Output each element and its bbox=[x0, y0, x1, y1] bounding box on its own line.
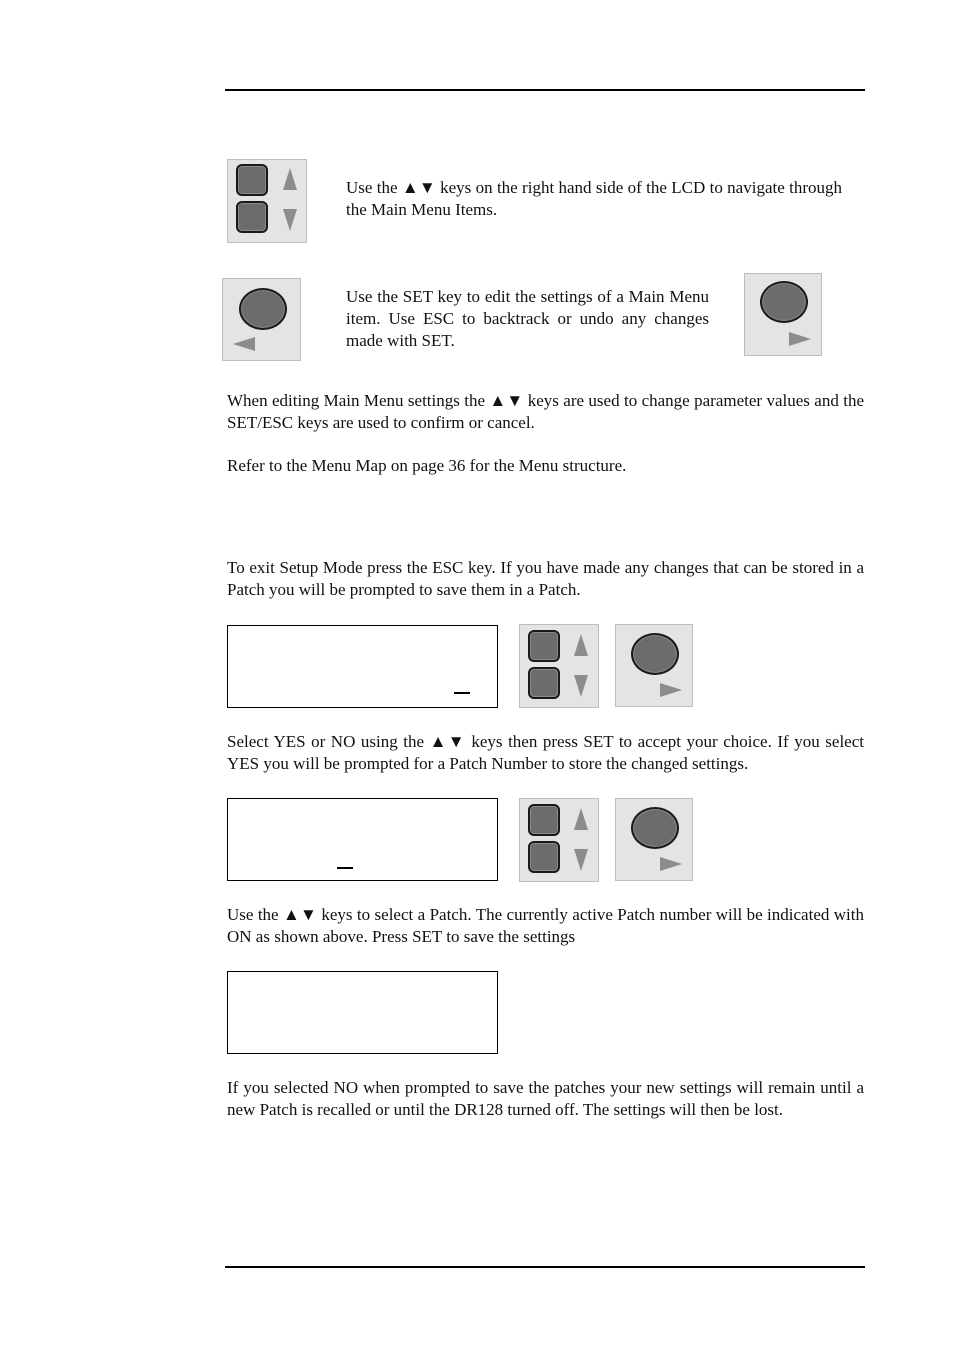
lcd-save-prompt bbox=[227, 625, 498, 708]
up-key[interactable] bbox=[236, 164, 268, 196]
up-triangle-icon bbox=[574, 634, 588, 656]
down-key[interactable] bbox=[236, 201, 268, 233]
up-triangle-icon bbox=[283, 168, 297, 190]
lcd-cursor bbox=[454, 692, 470, 694]
right-triangle-icon bbox=[660, 683, 682, 697]
right-triangle-icon bbox=[789, 332, 811, 346]
nav-keys-text: Use the ▲▼ keys on the right hand side of the LCD to navigate through the Main Menu Items. bbox=[346, 178, 842, 219]
lcd-cursor bbox=[337, 867, 353, 869]
set-keypad bbox=[615, 798, 693, 881]
lcd-patch-select bbox=[227, 798, 498, 881]
right-triangle-icon bbox=[660, 857, 682, 871]
footer-rule bbox=[225, 1266, 865, 1268]
esc-keypad bbox=[222, 278, 301, 361]
down-triangle-icon bbox=[574, 849, 588, 871]
header-rule bbox=[225, 89, 865, 91]
down-key[interactable] bbox=[528, 841, 560, 873]
up-key[interactable] bbox=[528, 630, 560, 662]
editing-text: When editing Main Menu settings the ▲▼ keys are used to change parameter values and the SET/ESC keys are used to confirm or cancel. bbox=[227, 391, 864, 432]
selected-no-text: If you selected NO when prompted to save the patches your new settings will remain until a new Patch is recalled or until the DR128 turned off. The settings will then be lost. bbox=[227, 1078, 864, 1119]
up-key[interactable] bbox=[528, 804, 560, 836]
left-triangle-icon bbox=[233, 337, 255, 351]
set-keypad bbox=[744, 273, 822, 356]
set-key-text: Use the SET key to edit the settings of a Main Menu item. Use ESC to backtrack or undo any changes made with SET. bbox=[346, 287, 709, 350]
set-key[interactable] bbox=[760, 281, 808, 323]
exit-setup-text: To exit Setup Mode press the ESC key. If you have made any changes that can be stored in a Patch you will be prompted to save them in a Patch. bbox=[227, 558, 864, 599]
set-key[interactable] bbox=[631, 807, 679, 849]
select-yes-no-text: Select YES or NO using the ▲▼ keys then press SET to accept your choice. If you select YES you will be prompted for a Patch Number to store the changed settings. bbox=[227, 732, 864, 773]
updown-keypad bbox=[519, 624, 599, 708]
lcd-saved bbox=[227, 971, 498, 1054]
set-key[interactable] bbox=[631, 633, 679, 675]
updown-keypad bbox=[227, 159, 307, 243]
set-keypad bbox=[615, 624, 693, 707]
select-patch-text: Use the ▲▼ keys to select a Patch. The currently active Patch number will be indicated with ON as shown above. Press SET to save the settings bbox=[227, 905, 864, 946]
down-triangle-icon bbox=[283, 209, 297, 231]
updown-keypad bbox=[519, 798, 599, 882]
down-triangle-icon bbox=[574, 675, 588, 697]
up-triangle-icon bbox=[574, 808, 588, 830]
down-key[interactable] bbox=[528, 667, 560, 699]
esc-key[interactable] bbox=[239, 288, 287, 330]
menu-map-text: Refer to the Menu Map on page 36 for the Menu structure. bbox=[227, 456, 627, 475]
